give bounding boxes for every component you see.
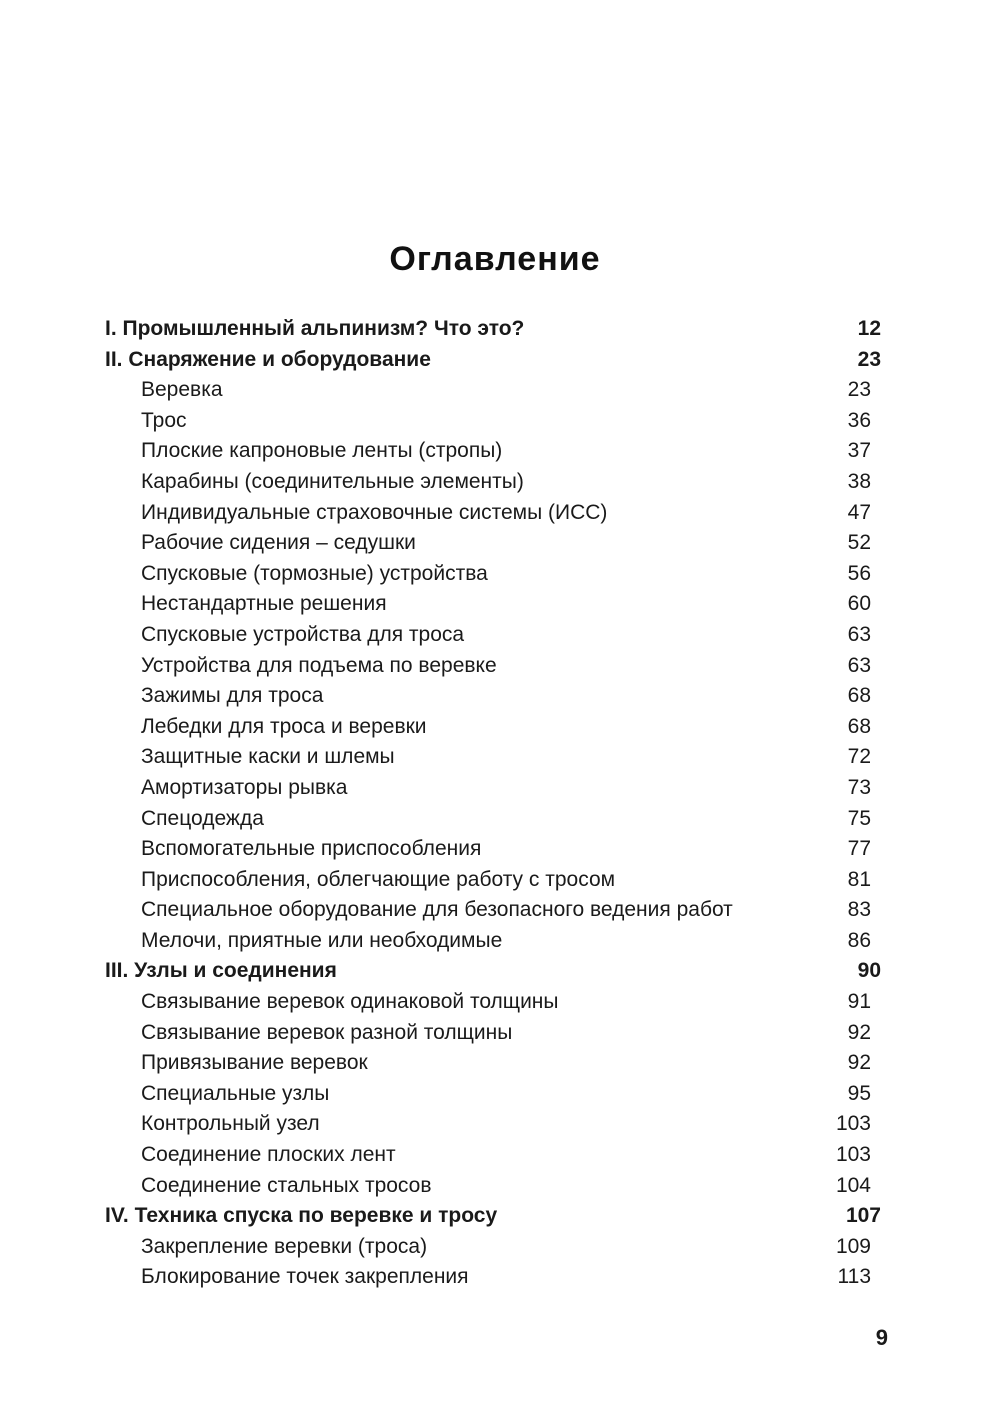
toc-entry-page: 113: [837, 1265, 871, 1289]
toc-entry-page: 23: [847, 378, 871, 402]
toc-entry-page: 68: [847, 684, 871, 708]
toc-entry-page: 92: [847, 1051, 871, 1075]
toc-entry-page: 109: [835, 1234, 871, 1258]
toc-entry-page: 95: [847, 1081, 871, 1105]
toc-entry-page: 37: [847, 439, 871, 463]
toc-entry-page: 83: [847, 898, 871, 922]
toc-entry-label: Спусковые (тормозные) устройства: [141, 561, 488, 585]
toc-chapter-entry: [105, 345, 881, 376]
toc-entry-page: 12: [857, 317, 881, 340]
toc-entry-page: 104: [835, 1173, 871, 1197]
toc-section-entry: [105, 926, 881, 957]
toc-entry-page: 77: [847, 837, 871, 861]
toc-section-entry: [105, 1140, 881, 1171]
toc-chapter-entry: [105, 1201, 881, 1232]
toc-section-entry: [105, 498, 881, 529]
toc-entry-page: 38: [847, 469, 871, 493]
toc-section-entry: [105, 895, 881, 926]
toc-entry-label: Связывание веревок одинаковой толщины: [141, 990, 559, 1014]
toc-section-entry: [105, 742, 881, 773]
toc-entry-page: 107: [845, 1204, 881, 1228]
toc-entry-label: Специальные узлы: [141, 1081, 330, 1105]
toc-entry-label: Карабины (соединительные элементы): [141, 469, 524, 493]
toc-entry-label: Закрепление веревки (троса): [141, 1234, 428, 1258]
toc-entry-page: 92: [847, 1020, 871, 1044]
toc-entry-page: 60: [847, 592, 871, 616]
toc-section-entry: [105, 834, 881, 865]
toc-entry-label: Мелочи, приятные или необходимые: [141, 928, 503, 952]
toc-section-entry: [105, 1079, 881, 1110]
toc-entry-page: 81: [847, 867, 871, 891]
toc-entry-label: II. Снаряжение и оборудование: [105, 347, 431, 371]
toc-section-entry: [105, 436, 881, 467]
toc-entry-page: 91: [847, 990, 871, 1014]
toc-section-entry: [105, 681, 881, 712]
table-of-contents: [105, 314, 881, 1293]
toc-entry-label: Устройства для подъема по веревке: [141, 653, 497, 677]
toc-entry-page: 63: [847, 622, 871, 646]
toc-entry-label: Плоские капроновые ленты (стропы): [141, 439, 503, 463]
toc-section-entry: [105, 528, 881, 559]
toc-section-entry: [105, 651, 881, 682]
toc-entry-page: 90: [857, 959, 881, 983]
toc-entry-label: Трос: [141, 408, 187, 432]
toc-entry-page: 68: [847, 714, 871, 738]
toc-section-entry: [105, 987, 881, 1018]
toc-section-entry: [105, 1018, 881, 1049]
toc-entry-page: 63: [847, 653, 871, 677]
toc-entry-label: Специальное оборудование для безопасного ведения работ: [141, 898, 733, 922]
toc-entry-label: Нестандартные решения: [141, 592, 387, 616]
toc-section-entry: [105, 467, 881, 498]
toc-entry-page: 47: [847, 500, 871, 524]
toc-entry-page: 23: [857, 347, 881, 371]
toc-section-entry: [105, 1048, 881, 1079]
toc-entry-page: 56: [847, 561, 871, 585]
toc-entry-page: 73: [847, 775, 871, 799]
toc-entry-label: Блокирование точек закрепления: [141, 1265, 469, 1289]
toc-section-entry: [105, 559, 881, 590]
toc-section-entry: [105, 804, 881, 835]
toc-entry-label: III. Узлы и соединения: [105, 959, 337, 983]
toc-section-entry: [105, 1109, 881, 1140]
toc-section-entry: [105, 773, 881, 804]
toc-entry-label: IV. Техника спуска по веревке и тросу: [105, 1204, 498, 1228]
toc-section-entry: [105, 865, 881, 896]
toc-entry-label: Соединение плоских лент: [141, 1143, 396, 1167]
toc-entry-label: Защитные каски и шлемы: [141, 745, 395, 769]
toc-entry-label: Привязывание веревок: [141, 1051, 368, 1075]
toc-entry-label: Вспомогательные приспособления: [141, 837, 482, 861]
toc-entry-label: Зажимы для троса: [141, 684, 324, 708]
toc-entry-label: Рабочие сидения – седушки: [141, 531, 416, 555]
toc-entry-label: I. Промышленный альпинизм? Что это?: [105, 317, 525, 340]
toc-entry-page: 72: [847, 745, 871, 769]
toc-entry-label: Индивидуальные страховочные системы (ИСС): [141, 500, 608, 524]
toc-entry-label: Веревка: [141, 378, 223, 402]
toc-entry-page: 52: [847, 531, 871, 555]
toc-section-entry: [105, 1171, 881, 1202]
toc-entry-label: Лебедки для троса и веревки: [141, 714, 427, 738]
page-title: Оглавление: [389, 240, 601, 278]
toc-entry-label: Спусковые устройства для троса: [141, 622, 465, 646]
toc-chapter-entry: [105, 314, 881, 345]
toc-entry-label: Амортизаторы рывка: [141, 775, 348, 799]
toc-chapter-entry: [105, 956, 881, 987]
toc-entry-page: 86: [847, 928, 871, 952]
toc-entry-page: 103: [835, 1112, 871, 1136]
toc-entry-label: Соединение стальных тросов: [141, 1173, 432, 1197]
toc-entry-page: 75: [847, 806, 871, 830]
toc-entry-label: Контрольный узел: [141, 1112, 320, 1136]
toc-section-entry: [105, 375, 881, 406]
toc-section-entry: [105, 406, 881, 437]
toc-section-entry: [105, 1232, 881, 1263]
toc-entry-page: 36: [847, 408, 871, 432]
page-number: 9: [875, 1325, 888, 1350]
toc-entry-label: Приспособления, облегчающие работу с тросом: [141, 867, 616, 891]
toc-section-entry: [105, 620, 881, 651]
toc-section-entry: [105, 1262, 881, 1293]
toc-entry-page: 103: [835, 1143, 871, 1167]
toc-entry-label: Связывание веревок разной толщины: [141, 1020, 513, 1044]
toc-section-entry: [105, 712, 881, 743]
toc-entry-label: Спецодежда: [141, 806, 264, 830]
toc-section-entry: [105, 589, 881, 620]
